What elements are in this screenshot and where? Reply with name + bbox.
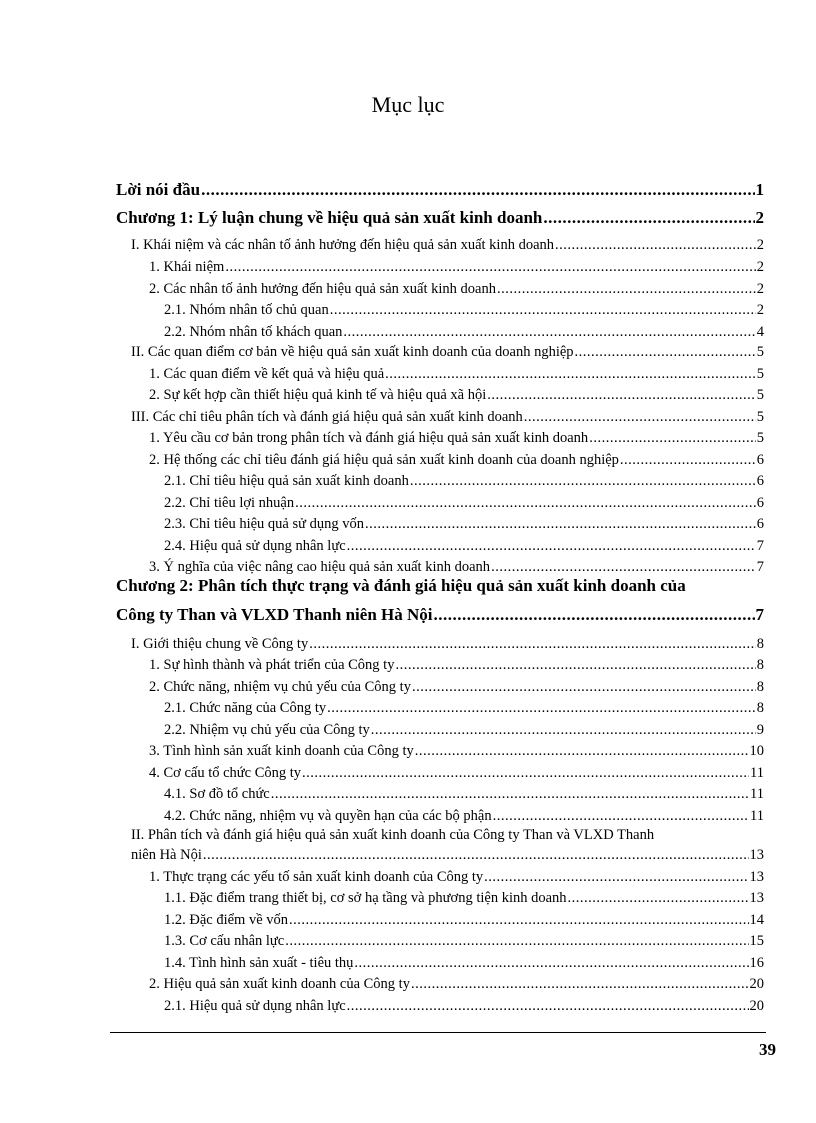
toc-entry[interactable] <box>164 496 764 511</box>
dot-leader <box>620 453 756 468</box>
toc-entry-page: 14 <box>749 912 764 928</box>
toc-entry[interactable] <box>116 606 764 623</box>
toc-entry[interactable] <box>116 209 764 226</box>
toc-entry-page: 2 <box>756 281 764 297</box>
dot-leader <box>302 766 749 781</box>
toc-entry[interactable] <box>131 410 764 425</box>
toc-entry[interactable] <box>164 539 764 554</box>
toc-entry-label: 2. Hệ thống các chỉ tiêu đánh giá hiệu quả sản xuất kinh doanh của doanh nghiệp <box>149 452 619 468</box>
dot-leader <box>575 345 756 360</box>
toc-entry[interactable] <box>116 181 764 198</box>
dot-leader <box>347 539 756 554</box>
toc-entry[interactable] <box>164 303 764 318</box>
toc-entry[interactable] <box>149 977 764 992</box>
toc-entry-page: 5 <box>756 409 764 425</box>
footer-page-number: 39 <box>759 1040 776 1059</box>
dot-leader <box>365 517 756 532</box>
toc-entry[interactable] <box>149 453 764 468</box>
toc-entry-page: 7 <box>755 605 764 624</box>
dot-leader <box>589 431 756 446</box>
toc-entry-wrapped-line[interactable]: Chương 2: Phân tích thực trạng và đánh giá hiệu quả sản xuất kinh doanh của <box>116 576 686 595</box>
toc-entry-label: 1. Yêu cầu cơ bản trong phân tích và đánh giá hiệu quả sản xuất kinh doanh <box>149 430 589 446</box>
dot-leader <box>201 181 754 198</box>
dot-leader <box>415 744 749 759</box>
toc-entry-label: 3. Ý nghĩa của việc nâng cao hiệu quả sản xuất kinh doanh <box>149 559 491 575</box>
toc-entry[interactable] <box>164 787 764 802</box>
toc-entry-page: 2 <box>756 259 764 275</box>
toc-entry[interactable] <box>149 870 764 885</box>
toc-entry[interactable] <box>164 956 764 971</box>
toc-entry[interactable] <box>164 325 764 340</box>
dot-leader <box>434 606 755 623</box>
toc-entry[interactable] <box>164 517 764 532</box>
toc-entry[interactable] <box>149 560 764 575</box>
toc-entry[interactable] <box>149 766 764 781</box>
toc-entry-label: 2. Sự kết hợp cần thiết hiệu quả kinh tế và hiệu quả xã hội <box>149 387 487 403</box>
page-title: Mục lục <box>371 92 445 117</box>
toc-entry-page: 11 <box>750 765 764 781</box>
dot-leader <box>493 809 749 824</box>
toc-entry[interactable] <box>149 282 764 297</box>
toc-entry[interactable] <box>164 474 764 489</box>
toc-entry-label: 2.1. Chỉ tiêu hiệu quả sản xuất kinh doanh <box>164 473 409 489</box>
dot-leader <box>203 848 749 863</box>
toc-entry[interactable] <box>149 260 764 275</box>
toc-entry-page: 4 <box>756 324 764 340</box>
toc-entry-label: Chương 1: Lý luận chung về hiệu quả sản xuất kinh doanh <box>116 208 543 227</box>
dot-leader <box>395 658 755 673</box>
toc-entry[interactable] <box>149 388 764 403</box>
dot-leader <box>524 410 756 425</box>
toc-entry-page: 20 <box>749 998 764 1014</box>
dot-leader <box>497 282 756 297</box>
toc-entry-label: 1.3. Cơ cấu nhân lực <box>164 933 285 949</box>
toc-entry-page: 10 <box>749 743 764 759</box>
toc-entry-page: 8 <box>756 636 764 652</box>
toc-entry-page: 5 <box>756 430 764 446</box>
toc-entry-page: 6 <box>756 516 764 532</box>
toc-entry[interactable] <box>131 238 764 253</box>
toc-entry-page: 7 <box>756 538 764 554</box>
toc-entry-page: 6 <box>756 473 764 489</box>
dot-leader <box>271 787 749 802</box>
toc-entry-page: 8 <box>756 679 764 695</box>
dot-leader <box>347 999 749 1014</box>
toc-entry-page: 2 <box>755 208 764 227</box>
toc-entry-label: 4.1. Sơ đồ tổ chức <box>164 786 270 802</box>
toc-entry-label: 1.4. Tình hình sản xuất - tiêu thụ <box>164 955 354 971</box>
dot-leader <box>309 637 756 652</box>
dot-leader <box>225 260 755 275</box>
toc-entry-label: I. Khái niệm và các nhân tố ảnh hưởng đến hiệu quả sản xuất kinh doanh <box>131 237 555 253</box>
toc-entry-label: Lời nói đầu <box>116 180 201 199</box>
toc-entry[interactable] <box>164 723 764 738</box>
toc-entry-page: 6 <box>756 495 764 511</box>
dot-leader <box>289 913 748 928</box>
toc-entry[interactable] <box>131 345 764 360</box>
dot-leader <box>343 325 755 340</box>
dot-leader <box>412 680 756 695</box>
toc-entry[interactable] <box>164 934 764 949</box>
dot-leader <box>555 238 756 253</box>
dot-leader <box>385 367 756 382</box>
toc-entry-label: 2.2. Chỉ tiêu lợi nhuận <box>164 495 295 511</box>
toc-entry[interactable] <box>149 431 764 446</box>
toc-entry-label: 3. Tình hình sản xuất kinh doanh của Công ty <box>149 743 414 759</box>
toc-entry-wrapped-line[interactable]: II. Phân tích và đánh giá hiệu quả sản xuất kinh doanh của Công ty Than và VLXD Thanh <box>131 827 655 843</box>
toc-entry-label: 1.2. Đặc điểm về vốn <box>164 912 289 928</box>
toc-entry-label: 2.2. Nhóm nhân tố khách quan <box>164 324 343 340</box>
toc-entry-label: 1. Sự hình thành và phát triển của Công ty <box>149 657 395 673</box>
toc-entry-label: 1. Khái niệm <box>149 259 225 275</box>
toc-entry[interactable] <box>149 367 764 382</box>
toc-entry-label: 2.1. Chức năng của Công ty <box>164 700 327 716</box>
dot-leader <box>568 891 749 906</box>
dot-leader <box>371 723 756 738</box>
toc-entry-label: III. Các chỉ tiêu phân tích và đánh giá hiệu quả sản xuất kinh doanh <box>131 409 523 425</box>
toc-entry-label: 1. Thực trạng các yếu tố sản xuất kinh doanh của Công ty <box>149 869 484 885</box>
dot-leader <box>410 474 756 489</box>
toc-entry-page: 6 <box>756 452 764 468</box>
toc-entry-label: 2.4. Hiệu quả sử dụng nhân lực <box>164 538 346 554</box>
dot-leader <box>491 560 756 575</box>
toc-entry-label: 1. Các quan điểm về kết quả và hiệu quả <box>149 366 385 382</box>
dot-leader <box>411 977 749 992</box>
toc-entry-label: 1.1. Đặc điểm trang thiết bị, cơ sở hạ tầng và phương tiện kinh doanh <box>164 890 567 906</box>
toc-entry-page: 8 <box>756 657 764 673</box>
toc-entry[interactable] <box>164 891 764 906</box>
toc-entry-page: 5 <box>756 366 764 382</box>
toc-entry-label: 2.1. Nhóm nhân tố chủ quan <box>164 302 329 318</box>
toc-entry-page: 13 <box>749 847 764 863</box>
toc-entry[interactable] <box>149 680 764 695</box>
toc-entry-page: 13 <box>749 890 764 906</box>
toc-entry-label: 4. Cơ cấu tổ chức Công ty <box>149 765 302 781</box>
toc-entry-page: 11 <box>750 808 764 824</box>
toc-entry[interactable] <box>164 999 764 1014</box>
toc-entry[interactable] <box>164 809 764 824</box>
toc-entry[interactable] <box>131 637 764 652</box>
dot-leader <box>487 388 755 403</box>
toc-entry-page: 5 <box>756 387 764 403</box>
toc-entry-page: 16 <box>749 955 764 971</box>
dot-leader <box>484 870 748 885</box>
dot-leader <box>285 934 748 949</box>
toc-entry-label: 4.2. Chức năng, nhiệm vụ và quyền hạn của các bộ phận <box>164 808 492 824</box>
toc-entry-label: 2.3. Chỉ tiêu hiệu quả sử dụng vốn <box>164 516 364 532</box>
dot-leader <box>327 701 756 716</box>
toc-entry-page: 5 <box>756 344 764 360</box>
dot-leader <box>543 209 754 226</box>
footer-divider <box>110 1032 766 1033</box>
toc-entry-page: 11 <box>750 786 764 802</box>
toc-entry[interactable] <box>149 658 764 673</box>
toc-entry-page: 7 <box>756 559 764 575</box>
toc-entry-label: 2.2. Nhiệm vụ chủ yếu của Công ty <box>164 722 370 738</box>
dot-leader <box>330 303 756 318</box>
toc-entry[interactable] <box>164 913 764 928</box>
toc-entry-label: Công ty Than và VLXD Thanh niên Hà Nội <box>116 605 433 624</box>
toc-entry-page: 2 <box>756 237 764 253</box>
toc-entry-page: 9 <box>756 722 764 738</box>
toc-entry-label: 2.1. Hiệu quả sử dụng nhân lực <box>164 998 346 1014</box>
toc-entry[interactable] <box>164 701 764 716</box>
toc-entry-page: 20 <box>749 976 764 992</box>
toc-entry[interactable] <box>131 848 764 863</box>
toc-entry-page: 1 <box>755 180 764 199</box>
toc-entry-page: 13 <box>749 869 764 885</box>
toc-entry-label: niên Hà Nội <box>131 847 202 863</box>
toc-entry-label: I. Giới thiệu chung về Công ty <box>131 636 309 652</box>
toc-entry-page: 2 <box>756 302 764 318</box>
toc-entry-page: 8 <box>756 700 764 716</box>
toc-entry-label: 2. Hiệu quả sản xuất kinh doanh của Công ty <box>149 976 410 992</box>
toc-entry-label: 2. Các nhân tố ảnh hưởng đến hiệu quả sản xuất kinh doanh <box>149 281 496 297</box>
toc-entry-label: II. Các quan điểm cơ bản về hiệu quả sản xuất kinh doanh của doanh nghiệp <box>131 344 574 360</box>
toc-entry[interactable] <box>149 744 764 759</box>
dot-leader <box>354 956 748 971</box>
toc-entry-label: 2. Chức năng, nhiệm vụ chủ yếu của Công ty <box>149 679 411 695</box>
toc-entry-page: 15 <box>749 933 764 949</box>
dot-leader <box>295 496 756 511</box>
